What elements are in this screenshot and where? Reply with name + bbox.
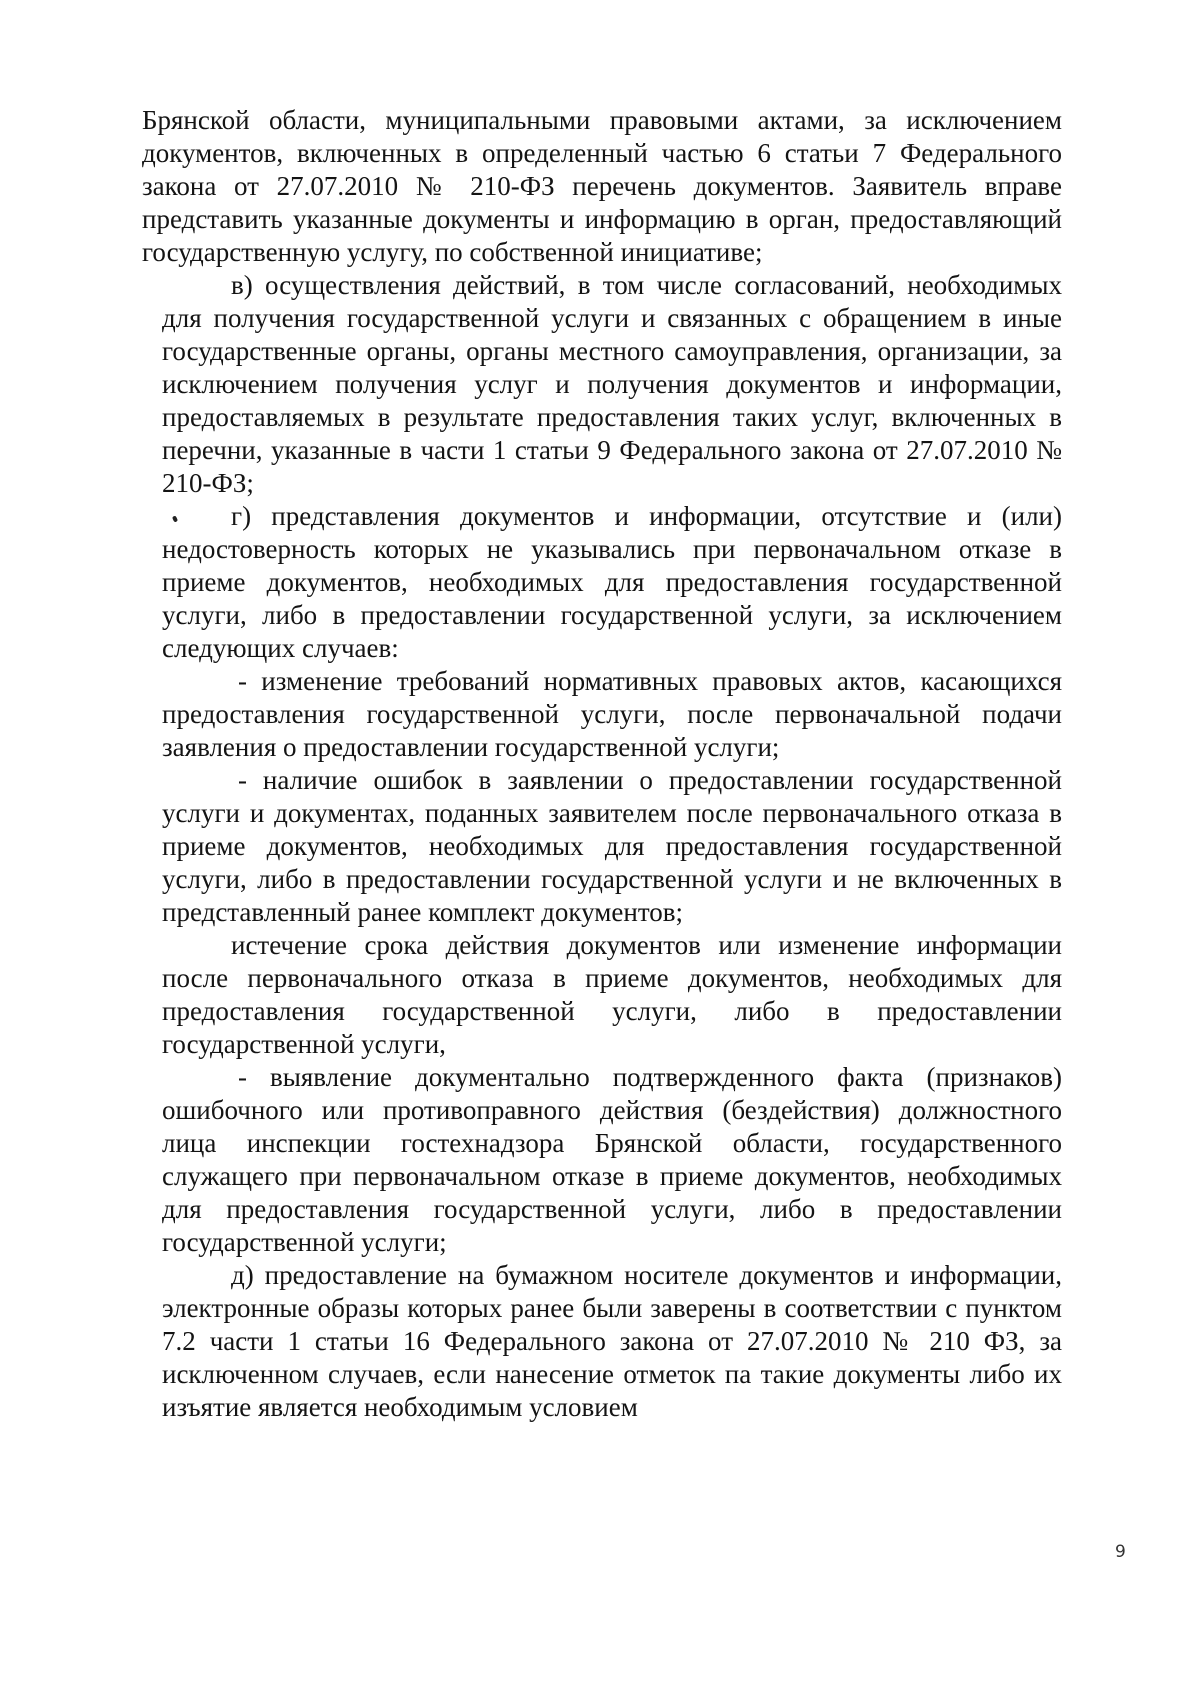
paragraph-dash-errors: - наличие ошибок в заявлении о предоставлении государственной услуги и документах, поданных заявителем после первоначального отказа в приеме документов, необходимых для предоставления государственной услуги, либо в предоставлении государственной услуги и не включенных в представленный ранее комплект документов; xyxy=(162,765,1062,927)
paragraph-dash-misconduct: - выявление документально подтвержденного факта (признаков) ошибочного или противоправного действия (бездействия) должностного лица инспекции гостехнадзора Брянской области, государственного служащего при первоначальном отказе в приеме документов, необходимых для предоставления государственной услуги, либо в предоставлении государственной услуги; xyxy=(162,1062,1062,1257)
paragraph-dash-requirements-change: - изменение требований нормативных правовых актов, касающихся предоставления государственной услуги, после первоначальной подачи заявления о предоставлении государственной услуги; xyxy=(162,666,1062,762)
paragraph-item-g: г) представления документов и информации, отсутствие и (или) недостоверность которых не указывались при первоначальном отказе в приеме документов, необходимых для предоставления государственной услуги, либо в предоставлении государственной услуги, за исключением следующих случаев: xyxy=(162,501,1062,663)
paragraph-item-v: в) осуществления действий, в том числе согласований, необходимых для получения государственной услуги и связанных с обращением в иные государственные органы, органы местного самоуправления, организации, за исключением получения услуг и получения документов и информации, предоставляемых в результате предоставления таких услуг, включенных в перечни, указанные в части 1 статьи 9 Федерального закона от 27.07.2010 № 210-ФЗ; xyxy=(162,270,1062,498)
paragraph-expiry: истечение срока действия документов или изменение информации после первоначального отказа в приеме документов, необходимых для предоставления государственной услуги, либо в предоставлении государственной услуги, xyxy=(162,930,1062,1059)
document-body xyxy=(142,104,1062,1424)
page-number: 9 xyxy=(1115,1542,1126,1562)
paragraph-item-d: д) предоставление на бумажном носителе документов и информации, электронные образы которых ранее были заверены в соответствии с пунктом 7.2 части 1 статьи 16 Федерального закона от 27.07.2010 № 210 ФЗ, за исключенном случаев, если нанесение отметок па такие документы либо их изъятие является необходимым условием xyxy=(162,1260,1062,1422)
paragraph-intro: Брянской области, муниципальными правовыми актами, за исключением документов, включенных в определенный частью 6 статьи 7 Федерального закона от 27.07.2010 № 210-ФЗ перечень документов. Заявитель вправе представить указанные документы и информацию в орган, предоставляющий государственную услугу, по собственной инициативе; xyxy=(142,105,1062,267)
